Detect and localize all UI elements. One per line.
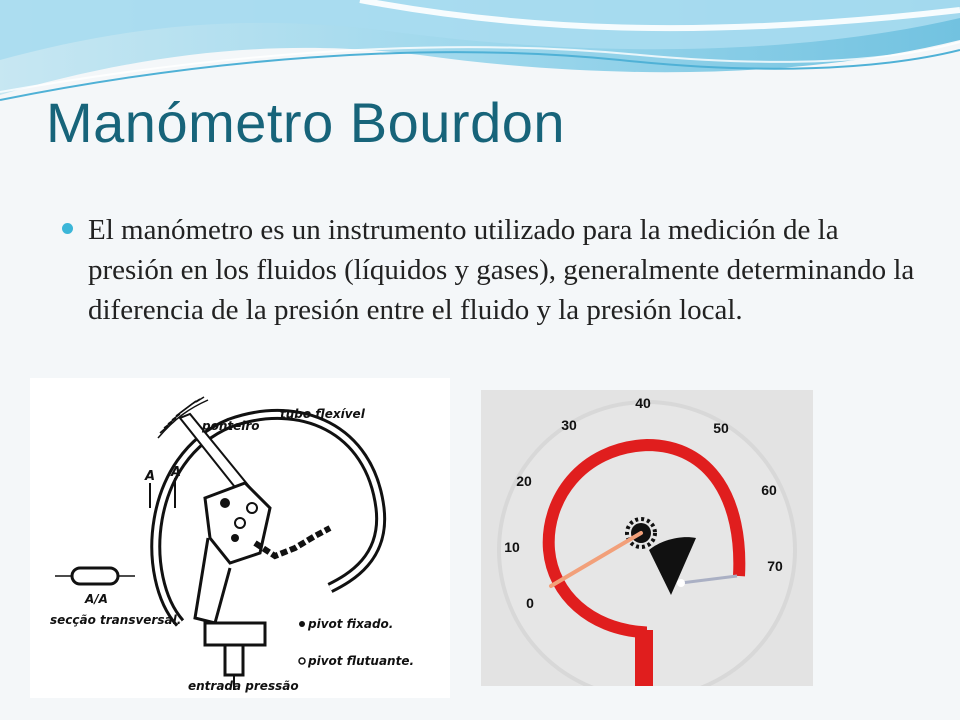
fitting-nut xyxy=(205,623,265,645)
inlet-pipe xyxy=(635,630,653,686)
scale-label: 70 xyxy=(767,558,783,574)
gauge-schematic-svg xyxy=(481,390,813,686)
scale-label: 0 xyxy=(526,595,534,611)
inlet-stem xyxy=(225,645,243,675)
seccao-label: secção transversal. xyxy=(50,613,182,627)
bourdon-diagram-figure xyxy=(30,378,450,698)
pivot-flut-label: pivot flutuante. xyxy=(308,654,415,668)
tubo-label: tubo flexível xyxy=(280,407,365,421)
bullet-item xyxy=(62,210,922,330)
section-mark-label: A xyxy=(145,469,156,484)
scale-label: 60 xyxy=(761,482,777,498)
entrada-label: entrada pressão xyxy=(188,679,299,693)
bullet-dot-icon xyxy=(62,223,73,234)
bullet-text: El manómetro es un instrumento utilizado para la medición de la presión en los fluidos (líquidos y gases), generalmente determinando la diferencia de la presión entre el fluido y la presión local. xyxy=(88,214,915,326)
section-label: A/A xyxy=(85,592,108,606)
scale-label: 20 xyxy=(516,473,532,489)
scale-label: 40 xyxy=(635,395,651,411)
scale-label: 10 xyxy=(504,539,520,555)
pivot-fixo-label: pivot fixado. xyxy=(308,617,394,631)
slide-title: Manómetro Bourdon xyxy=(46,91,566,154)
chain-link xyxy=(255,528,330,556)
scale-label: 30 xyxy=(561,417,577,433)
scale-label: 50 xyxy=(713,420,729,436)
bullet-list xyxy=(62,210,922,330)
bourdon-diagram-svg xyxy=(30,378,450,698)
cross-section xyxy=(72,568,118,584)
section-mark-label: A xyxy=(171,465,182,480)
ponteiro-label: ponteiro xyxy=(202,419,260,433)
gauge-schematic-figure xyxy=(481,390,813,686)
